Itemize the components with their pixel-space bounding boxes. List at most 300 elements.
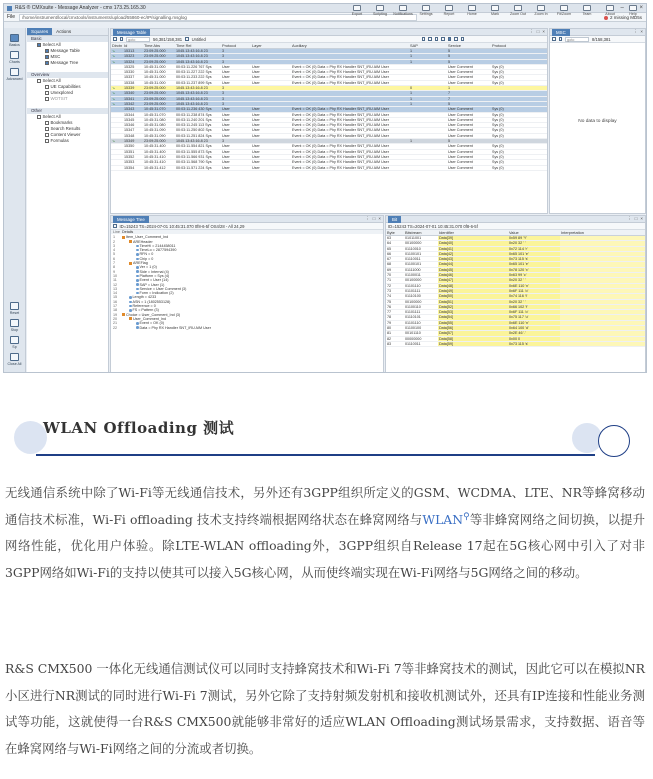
nav-item[interactable]: WOTSIT: [27, 96, 108, 102]
table-cell: User: [221, 117, 251, 122]
toolbar-icon: [537, 5, 545, 11]
tree-leaf-icon: [136, 283, 139, 286]
table-cell: User Comment: [447, 117, 491, 122]
checkbox[interactable]: [45, 121, 49, 125]
bit-cell: Data[41]: [438, 246, 508, 251]
table-cell: 15313: [123, 49, 143, 54]
tree-row[interactable]: 14 Form = Indication (2): [113, 291, 174, 296]
table-cell: 3: [221, 91, 251, 96]
message-tree-header: [111, 216, 383, 223]
bit-cell: 79: [386, 320, 404, 325]
table-cell: 1045.13:43:16.8 23: [175, 91, 221, 96]
table-cell: 00:03:11.237 899 Sys: [175, 80, 221, 85]
rail-icon: [10, 319, 19, 327]
table-cell: Sys (0): [491, 64, 547, 69]
tree-leaf-icon: [129, 296, 132, 299]
table-cell: User Comment: [447, 144, 491, 149]
column-header[interactable]: Interpretation: [560, 230, 646, 236]
toolbar-icon: [422, 5, 430, 11]
tree-row[interactable]: 20 User_Comment_Ind: [113, 316, 166, 321]
article: [0, 373, 653, 779]
table-cell: Sys (0): [491, 75, 547, 80]
table-cell: Sys (0): [491, 107, 547, 112]
nav-tabs: [27, 28, 108, 36]
column-filter-icon[interactable]: [441, 37, 445, 41]
table-cell: 1: [409, 54, 447, 59]
tree-row[interactable]: 19 Choice = User_Comment_Ind (3): [113, 312, 181, 317]
tree-leaf-icon: [136, 292, 139, 295]
file-menu[interactable]: File: [7, 14, 16, 20]
bit-cell: Data[46]: [438, 273, 508, 278]
left-rail: [4, 28, 26, 372]
table-cell: Sys (0): [491, 144, 547, 149]
table-cell: User: [251, 154, 291, 159]
toolbar-team-button[interactable]: Team: [578, 5, 596, 16]
column-filter-icon[interactable]: [435, 37, 439, 41]
bit-cell: 63: [386, 236, 404, 241]
tree-row[interactable]: 22 Data = Phy RX Handler SNT_IRU AIM User: [113, 325, 211, 330]
tab-squares[interactable]: Squares: [27, 28, 52, 35]
bit-cell: 01111000: [404, 267, 438, 272]
checkbox[interactable]: [45, 85, 49, 89]
rail-stop-button[interactable]: Stop: [7, 319, 23, 332]
nav-item[interactable]: Search Results: [27, 126, 108, 132]
checkbox[interactable]: [45, 91, 49, 95]
table-cell: 15351: [123, 149, 143, 154]
column-header[interactable]: Bitstream: [404, 230, 438, 236]
filter-name[interactable]: Untitled: [191, 36, 206, 42]
bit-cell: Data[55]: [438, 320, 508, 325]
nav-item[interactable]: Formulas: [27, 138, 108, 144]
tree-row[interactable]: 1 Item_User_Comment_Ind: [113, 235, 169, 240]
bit-cell: 71: [386, 278, 404, 283]
toolbar-mark-button[interactable]: Mark: [486, 5, 504, 16]
toolbar-icon: [606, 5, 614, 11]
pane-close-icon[interactable]: ×: [640, 29, 643, 34]
paragraph-1: [5, 480, 645, 586]
tree-row[interactable]: 11 Event = User (14): [113, 278, 169, 283]
table-cell: 1045.13:43:16.8 23: [175, 86, 221, 91]
window-title: R&S ® CMXsuite - Message Analyzer - cmx 173.25.165.30: [15, 5, 146, 11]
table-cell: Event = OK (0) Data = Phy RX Handler SNT_IRU AIM User: [291, 133, 409, 138]
table-cell: Event = OK (0) Data = Phy RX Handler SNT_IRU AIM User: [291, 80, 409, 85]
bit-cell: 65: [386, 246, 404, 251]
tree-row[interactable]: 2 AREHeader: [113, 239, 153, 244]
rail-advanced-button[interactable]: Advanced: [7, 68, 23, 81]
checkbox[interactable]: [37, 79, 41, 83]
table-cell: 23:09:25.000: [143, 96, 175, 101]
tree-row[interactable]: 13 Service = User Comment (3): [113, 286, 187, 291]
pane-close-icon[interactable]: ×: [542, 29, 545, 34]
rail-icon: [10, 336, 19, 344]
tree-node-icon[interactable]: [129, 317, 132, 320]
pane-maximize-icon[interactable]: □: [634, 216, 638, 221]
bit-cell: Data[44]: [438, 262, 508, 267]
bit-cell: 01100101: [404, 262, 438, 267]
table-cell: Event = OK (0) Data = Phy RX Handler SNT_IRU AIM User: [291, 123, 409, 128]
tree-leaf-icon: [129, 309, 132, 312]
bit-cell: Data[47]: [438, 278, 508, 283]
nav-item[interactable]: Unexplored: [27, 90, 108, 96]
nav-item[interactable]: Select All: [27, 78, 108, 84]
tree-row[interactable]: 4 TimeLo = 2877594390: [113, 248, 177, 253]
nav-item[interactable]: Message Table: [27, 48, 108, 54]
column-filter-icon[interactable]: [428, 37, 432, 41]
pane-menu-icon[interactable]: ⋮: [627, 216, 632, 221]
table-cell: 5: [447, 59, 491, 64]
tab-message-table[interactable]: Message Table: [113, 29, 150, 36]
toolbar-icon: [491, 5, 499, 11]
table-cell: 10:45:31.412: [143, 165, 175, 170]
tab-message-tree[interactable]: Message Tree: [113, 216, 149, 223]
bit-cell: 00000000: [404, 336, 438, 341]
bit-cell: 0x74 116 't': [508, 294, 560, 299]
rail-icon: [10, 34, 19, 42]
bit-cell: Data[42]: [438, 251, 508, 256]
tree-row[interactable]: 9 Side = Internal (4): [113, 269, 169, 274]
table-cell: 00:03:11.568 790 Sys: [175, 160, 221, 165]
table-cell: Sys (0): [491, 149, 547, 154]
tree-row[interactable]: 3 TimeHi = 2144458011: [113, 243, 176, 248]
pane-menu-icon[interactable]: ⋮: [633, 29, 638, 34]
tree-row[interactable]: 12 SAP = User (1): [113, 282, 165, 287]
table-cell: 7: [447, 91, 491, 96]
table-cell: Event = OK (0) Data = Phy RX Handler SNT_IRU AIM User: [291, 117, 409, 122]
table-cell: 15340: [123, 91, 143, 96]
pause-icon[interactable]: [120, 37, 124, 41]
table-cell: 00:03:11.236 430 Sys: [175, 107, 221, 112]
checkbox[interactable]: [37, 43, 41, 47]
tree-node-icon[interactable]: [122, 236, 125, 239]
table-cell: Event = OK (0) Data = Phy RX Handler SNT_IRU AIM User: [291, 70, 409, 75]
bit-cell: 01101110: [404, 283, 438, 288]
nav-item[interactable]: MSC: [27, 54, 108, 60]
table-cell: 15350: [123, 144, 143, 149]
table-cell: 00:03:11.555 873 Sys: [175, 149, 221, 154]
bit-cell: 00100000: [404, 241, 438, 246]
column-filter-icon[interactable]: [422, 37, 426, 41]
table-cell: User Comment: [447, 149, 491, 154]
missing-md5-indicator[interactable]: [604, 15, 642, 20]
table-cell: 10:45:31.080: [143, 117, 175, 122]
message-table-header: [111, 29, 547, 36]
bit-cell: 73: [386, 288, 404, 293]
checkbox[interactable]: [37, 115, 41, 119]
message-analyzer-screenshot: [3, 3, 647, 373]
table-cell: 5: [447, 54, 491, 59]
table-cell: 10:45:31.090: [143, 128, 175, 133]
toolbar-zoom-in-button[interactable]: Zoom In: [532, 5, 550, 16]
pane-controls: [633, 29, 645, 35]
nav-list: [27, 36, 108, 150]
table-cell: Event = OK (0) Data = Phy RX Handler SNT_IRU AIM User: [291, 160, 409, 165]
table-cell: User Comment: [447, 128, 491, 133]
checkbox[interactable]: [45, 139, 49, 143]
table-row[interactable]: [111, 165, 547, 170]
toolbar-help-button[interactable]: Help: [624, 5, 642, 16]
app-logo-icon: [7, 6, 12, 11]
toolbar-notifications-button[interactable]: Notifications: [394, 5, 412, 16]
table-cell: 10:45:31.080: [143, 123, 175, 128]
tree-row[interactable]: 7 AREFlag: [113, 261, 148, 266]
column-header[interactable]: Dirctn: [112, 43, 123, 48]
checkbox[interactable]: [45, 127, 49, 131]
tree-leaf-icon: [136, 279, 139, 282]
table-cell: 15354: [123, 165, 143, 170]
column-header[interactable]: Protocol: [491, 43, 547, 49]
table-cell: User: [251, 160, 291, 165]
table-cell: User Comment: [447, 165, 491, 170]
column-header[interactable]: Auxiliary: [291, 43, 409, 49]
nav-item[interactable]: Bookmarks: [27, 120, 108, 126]
table-cell: Sys (0): [491, 123, 547, 128]
table-cell: 00:03:11.240 201 Sys: [175, 117, 221, 122]
pane-close-icon[interactable]: ×: [378, 216, 381, 221]
pane-menu-icon[interactable]: ⋮: [529, 29, 534, 34]
bit-view-header: [386, 216, 645, 223]
heading-underline: [36, 454, 595, 456]
column-header[interactable]: Time Abs: [143, 43, 175, 49]
rail-charts-button[interactable]: Charts: [7, 51, 23, 64]
nav-section-overview[interactable]: Overview: [27, 72, 108, 78]
msc-goto-input[interactable]: goto: [565, 37, 589, 42]
filter-icon[interactable]: [185, 37, 189, 41]
msc-pane: [549, 28, 646, 214]
table-cell: Sys (0): [491, 160, 547, 165]
table-cell: User Comment: [447, 80, 491, 85]
toolbar-about-button[interactable]: About: [601, 5, 619, 16]
table-cell: User: [221, 154, 251, 159]
checkbox[interactable]: [45, 49, 49, 53]
table-cell: 23:09:25.000: [143, 59, 175, 64]
tree-row[interactable]: 21 Event = OK (0): [113, 321, 164, 326]
table-cell: Sys (0): [491, 165, 547, 170]
tab-msc[interactable]: MSC: [552, 29, 570, 36]
pane-controls: [627, 216, 645, 222]
table-cell: ↘: [111, 59, 123, 64]
table-cell: 15345: [123, 117, 143, 122]
bit-cell: 0x78 120 'x': [508, 267, 560, 272]
column-header[interactable]: Service: [447, 43, 491, 49]
pane-maximize-icon[interactable]: □: [372, 216, 376, 221]
table-cell: 15341: [123, 96, 143, 101]
table-cell: 10:45:31.410: [143, 154, 175, 159]
bit-cell: 01100011: [404, 273, 438, 278]
table-cell: 10:45:31.000: [143, 80, 175, 85]
table-cell: Sys (0): [491, 133, 547, 138]
table-cell: Sys (0): [491, 80, 547, 85]
table-cell: 10:45:31.400: [143, 144, 175, 149]
tree-row[interactable]: 16 ASN = 1 (1802553128): [113, 299, 171, 304]
rail-basics-button[interactable]: Basics: [7, 34, 23, 47]
pause-icon[interactable]: [559, 37, 563, 41]
tab-actions[interactable]: Actions: [56, 28, 72, 34]
table-cell: 1045.13:43:16.8 23: [175, 49, 221, 54]
table-cell: 10:45:31.000: [143, 70, 175, 75]
bit-cell: Data[48]: [438, 283, 508, 288]
table-cell: 1: [409, 96, 447, 101]
table-cell: 15344: [123, 112, 143, 117]
table-cell: ↘: [111, 86, 123, 91]
bit-cell: 00100000: [404, 299, 438, 304]
toolbar-report-button[interactable]: Report: [440, 5, 458, 16]
table-cell: 3: [221, 54, 251, 59]
nav-section-basic[interactable]: Basic: [27, 36, 108, 42]
bit-cell: 0x6F 111 'o': [508, 310, 560, 315]
tree-row[interactable]: 18 FS = Pattern (3): [113, 308, 159, 313]
toolbar-fit-zoom-button[interactable]: Fit/Zoom: [555, 5, 573, 16]
paragraph-1-text-b: 等非蜂窝网络之间切换，以提升网络性能，优化用户体验。除LTE-WLAN offloading外，3GPP组织自Release 17起在5G核心网中引入了对非3GPP网络如Wi-Fi的支持以使其可以接入5G核心网，从而使终端实现在Wi-Fi网络与5G网络之间的移动。: [5, 511, 646, 580]
table-cell: Event = OK (0) Data = Phy RX Handler SNT_IRU AIM User: [291, 75, 409, 80]
table-cell: Sys (0): [491, 154, 547, 159]
bit-row[interactable]: [386, 341, 646, 346]
tree-row[interactable]: 6 Chip = 0: [113, 256, 154, 261]
table-cell: ↘: [111, 96, 123, 101]
play-icon[interactable]: [552, 37, 556, 41]
tab-bit[interactable]: Bit: [388, 216, 401, 223]
nav-section-other[interactable]: Other: [27, 108, 108, 114]
tree-row[interactable]: 15 Length = 4233: [113, 295, 157, 300]
bit-cell: 01011001: [404, 236, 438, 241]
table-cell: 15346: [123, 123, 143, 128]
tree-summary-text: ID=15243 TS=2024-07-01 10:45:31.070 0f8-6-5f OS4/28 - All 24,29: [119, 223, 245, 229]
toolbar-icon: [468, 5, 476, 11]
table-cell: 1: [409, 59, 447, 64]
column-header[interactable]: Layer: [251, 43, 291, 49]
table-cell: 1045.13:43:16.8 23: [175, 96, 221, 101]
tree-row[interactable]: 17 Reference = 0: [113, 304, 156, 309]
wlan-link[interactable]: WLAN⚲: [422, 511, 470, 527]
bit-cell: 0x72 114 'r': [508, 246, 560, 251]
bit-cell: 01110011: [404, 341, 438, 346]
column-header[interactable]: Identifier: [438, 230, 508, 236]
table-cell: Event = OK (0) Data = Phy RX Handler SNT_IRU AIM User: [291, 112, 409, 117]
main-toolbar: [348, 5, 642, 16]
table-cell: 10:45:31.000: [143, 64, 175, 69]
bit-cell: 0x65 101 'e': [508, 262, 560, 267]
close-icon[interactable]: ×: [639, 5, 643, 11]
table-cell: 00:03:11.554 821 Sys: [175, 144, 221, 149]
column-filter-active-icon[interactable]: [448, 37, 452, 41]
checkbox[interactable]: [45, 97, 49, 101]
tree-row[interactable]: 5 RFN = 0: [113, 252, 154, 257]
msc-counter: 8/158,381: [592, 36, 611, 42]
nav-item[interactable]: Content Viewer: [27, 132, 108, 138]
tree-column-header: Line Details: [111, 230, 383, 234]
tree-node-icon[interactable]: [129, 262, 132, 265]
column-header[interactable]: Value: [508, 230, 560, 236]
message-tree: [111, 234, 383, 331]
bit-cell: 01100100: [404, 326, 438, 331]
pane-menu-icon[interactable]: ⋮: [365, 216, 370, 221]
nav-item[interactable]: Select All: [27, 42, 108, 48]
table-cell: User Comment: [447, 75, 491, 80]
table-cell: User: [221, 70, 251, 75]
bit-cell: 0x6E 110 'n': [508, 320, 560, 325]
table-cell: User Comment: [447, 133, 491, 138]
table-cell: 1045.13:43:16.8 23: [175, 54, 221, 59]
table-cell: ↘: [111, 91, 123, 96]
nav-item[interactable]: Select All: [27, 114, 108, 120]
toolbar-icon: [560, 5, 568, 11]
rail-sp-button[interactable]: Sp: [7, 336, 23, 349]
toolbar-home-button[interactable]: Home: [463, 5, 481, 16]
bit-cell: 00100000: [404, 278, 438, 283]
nav-item[interactable]: UE Capabilities: [27, 84, 108, 90]
table-cell: 3: [221, 139, 251, 144]
pane-maximize-icon[interactable]: □: [536, 29, 540, 34]
toolbar-icon: [583, 5, 591, 11]
table-cell: ↘: [111, 49, 123, 54]
bit-cell: Data[51]: [438, 299, 508, 304]
column-header[interactable]: Protocol: [221, 43, 251, 49]
table-cell: Sys (0): [491, 112, 547, 117]
expand-icon[interactable]: [113, 224, 117, 228]
table-cell: 00:03:11.227 222 Sys: [175, 70, 221, 75]
tree-row[interactable]: 8 Ver = 1 (0): [113, 265, 157, 270]
file-path-field[interactable]: /home/instrument/local/cmxtools/instruments/upload/55860-ec/IP/signalling.msglog: [19, 14, 417, 21]
table-cell: User: [251, 117, 291, 122]
tree-leaf-icon: [129, 305, 132, 308]
table-cell: 1: [447, 86, 491, 91]
column-header[interactable]: Id: [123, 43, 143, 49]
column-header[interactable]: SAP: [409, 43, 447, 49]
table-cell: 1045.13:43:16.8 23: [175, 101, 221, 106]
column-header[interactable]: Time Rel: [175, 43, 221, 49]
tree-node-icon[interactable]: [122, 313, 125, 316]
table-cell: 15323: [123, 54, 143, 59]
tree-row[interactable]: 10 Platform = Sys (4): [113, 273, 170, 278]
minimize-icon[interactable]: –: [620, 5, 624, 11]
tree-leaf-icon: [136, 249, 139, 252]
bit-cell: 74: [386, 294, 404, 299]
nav-item[interactable]: Message Tree: [27, 60, 108, 66]
table-cell: User: [221, 107, 251, 112]
toolbar-export-button[interactable]: Export: [348, 5, 366, 16]
table-cell: 5: [447, 139, 491, 144]
table-cell: 10:45:31.000: [143, 75, 175, 80]
table-cell: User Comment: [447, 112, 491, 117]
column-filter-icon[interactable]: [454, 37, 458, 41]
checkbox[interactable]: [45, 55, 49, 59]
rail-close-all-button[interactable]: Close All: [7, 353, 23, 366]
bit-cell: 83: [386, 341, 404, 346]
table-cell: 00:03:11.251 824 Sys: [175, 133, 221, 138]
bit-cell: Data[39]: [438, 236, 508, 241]
toolbar-zoom-out-button[interactable]: Zoom Out: [509, 5, 527, 16]
bit-cell: Data[52]: [438, 304, 508, 309]
table-cell: 15343: [123, 107, 143, 112]
rail-reset-button[interactable]: Reset: [7, 302, 23, 315]
column-header[interactable]: Byte: [386, 230, 404, 236]
goto-input[interactable]: goto: [126, 37, 150, 42]
pane-close-icon[interactable]: ×: [640, 216, 643, 221]
checkbox[interactable]: [45, 61, 49, 65]
bit-cell: Data[59]: [438, 341, 508, 346]
play-icon[interactable]: [113, 37, 117, 41]
toolbar-scripting-button[interactable]: Scripting: [371, 5, 389, 16]
table-cell: 15352: [123, 154, 143, 159]
table-cell: 23:09:25.000: [143, 49, 175, 54]
tree-node-icon[interactable]: [129, 240, 132, 243]
table-cell: 10:45:31.070: [143, 107, 175, 112]
column-filter-icon[interactable]: [461, 37, 465, 41]
rail-icon: [10, 68, 19, 76]
checkbox[interactable]: [45, 133, 49, 137]
toolbar-settings-button[interactable]: Settings: [417, 5, 435, 16]
bit-cell: Data[50]: [438, 294, 508, 299]
bit-cell: 75: [386, 299, 404, 304]
